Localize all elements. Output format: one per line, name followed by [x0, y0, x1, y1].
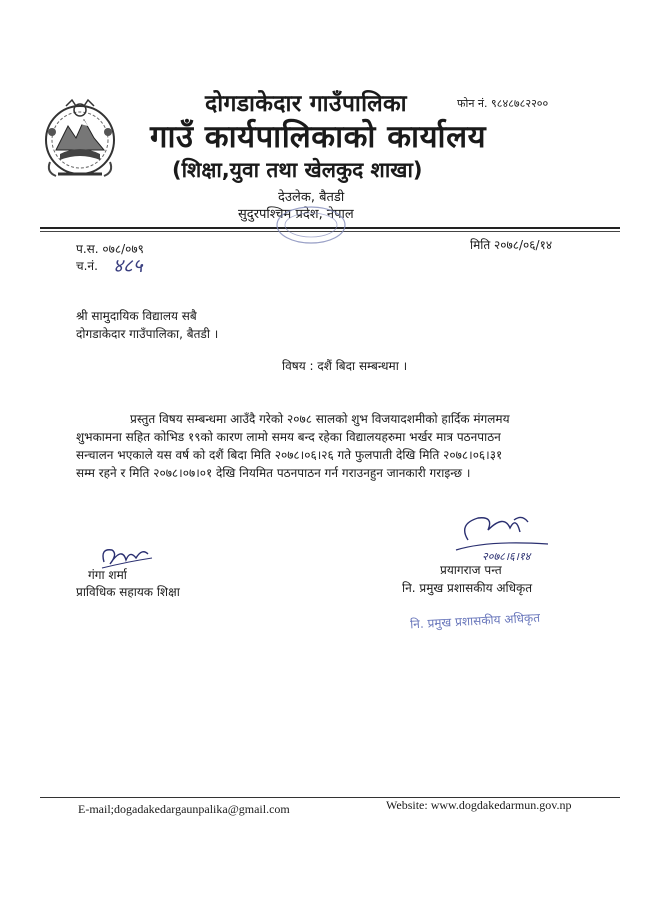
right-signature-date: २०७८।६।१४ [482, 550, 531, 563]
reference-ps: प.स. ०७८/०७९ [76, 242, 144, 256]
office-name: दोगडाकेदार गाउँपालिका [205, 91, 407, 117]
letter-body [76, 410, 556, 482]
nepal-emblem-icon [36, 92, 124, 182]
official-stamp: नि. प्रमुख प्रशासकीय अधिकृत [409, 610, 541, 632]
reference-chn-label: च.नं. [76, 259, 98, 273]
right-signatory-post: नि. प्रमुख प्रशासकीय अधिकृत [402, 581, 533, 595]
left-signatory-name: गंगा शर्मा [88, 568, 127, 582]
address-line-1: देउलेक, बैतडी [278, 190, 345, 205]
right-signature-icon [448, 510, 558, 566]
right-signatory-name: प्रयागराज पन्त [440, 563, 502, 577]
letter-date: मिति २०७८/०६/१४ [470, 238, 553, 252]
body-line: प्रस्तुत विषय सम्बन्धमा आउँदै गरेको २०७८ सालको शुभ विजयादशमीको हार्दिक मंगलमय [130, 412, 510, 426]
footer-email: E-mail;dogadakedargaunpalika@gmail.com [78, 802, 290, 816]
body-line: सन्चालन भएकाले यस वर्ष को दशैं बिदा मिति २०७८।०६।२६ गते फुलपाती देखि मिति २०७८।०६।३१ [76, 448, 503, 462]
phone-number: फोन नं. ९८४८७८२२०० [457, 97, 549, 110]
body-line: शुभकामना सहित कोभिड १९को कारण लामो समय बन्द रहेका विद्यालयहरुमा भर्खर मात्र पठनपाठन [76, 430, 501, 444]
recipient-line-1: श्री सामुदायिक विद्यालय सबै [76, 309, 197, 323]
address-line-2: सुदुरपश्चिम प्रदेश, नेपाल [238, 207, 354, 222]
branch-name: (शिक्षा,युवा तथा खेलकुद शाखा) [172, 158, 423, 182]
office-seal-icon [274, 205, 348, 245]
office-title: गाउँ कार्यपालिकाको कार्यालय [150, 119, 487, 155]
reference-chn-handwritten: ४८५ [113, 255, 143, 277]
body-line: सम्म रहने र मिति २०७८।०७।०१ देखि नियमित पठनपाठन गर्न गराउनहुन जानकारी गराइन्छ । [76, 466, 471, 480]
recipient-line-2: दोगडाकेदार गाउँपालिका, बैतडी । [76, 327, 219, 341]
subject-line: विषय : दशैं बिदा सम्बन्धमा । [282, 359, 408, 373]
left-signatory-post: प्राविधिक सहायक शिक्षा [76, 585, 180, 599]
footer-website: Website: www.dogdakedarmun.gov.np [386, 798, 572, 812]
